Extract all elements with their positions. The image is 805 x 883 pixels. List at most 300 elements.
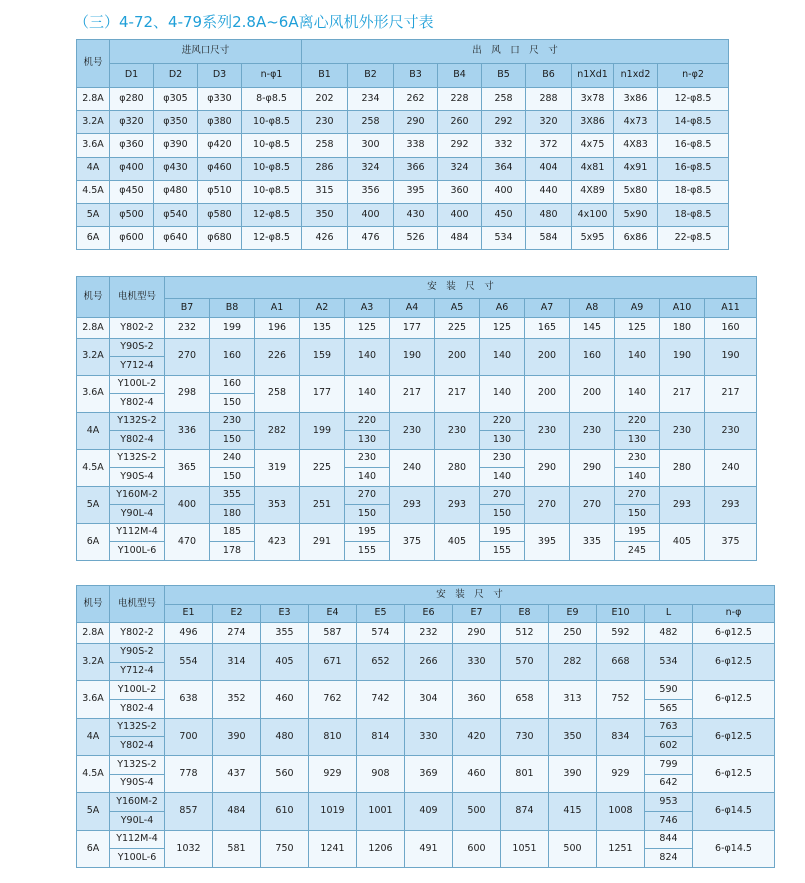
value-cell: 6-φ12.5 (693, 755, 775, 792)
motor-model-cell: Y802-2 (110, 623, 165, 644)
machine-no-cell: 4.5A (77, 449, 110, 486)
value-cell: 350 (549, 718, 597, 755)
value-cell: 140 (615, 338, 660, 375)
value-cell: 638 (165, 681, 213, 718)
value-cell: 4x75 (572, 134, 614, 157)
value-cell: 258 (482, 88, 526, 111)
value-cell: 195 (615, 523, 660, 542)
fan-inlet-outlet-table (76, 39, 729, 250)
table-row (77, 449, 757, 468)
column-header: E10 (597, 604, 645, 623)
value-cell: 160 (705, 318, 757, 338)
value-cell: 230 (615, 449, 660, 468)
value-cell: 423 (255, 523, 300, 560)
value-cell: 512 (501, 623, 549, 644)
value-cell: φ430 (154, 157, 198, 180)
value-cell: 1032 (165, 830, 213, 867)
value-cell: 140 (345, 338, 390, 375)
machine-no-cell: 3.2A (77, 643, 110, 680)
value-cell: 258 (255, 375, 300, 412)
value-cell: 130 (615, 431, 660, 450)
table-row (77, 338, 757, 357)
column-header: B5 (482, 64, 526, 88)
value-cell: 1019 (309, 793, 357, 830)
machine-no-cell: 2.8A (77, 623, 110, 644)
machine-no-cell: 4A (77, 157, 110, 180)
header-machine-no: 机号 (77, 40, 110, 88)
value-cell: 155 (480, 542, 525, 561)
value-cell: 270 (165, 338, 210, 375)
motor-model-cell: Y90S-4 (110, 468, 165, 487)
column-header: n-φ2 (658, 64, 729, 88)
value-cell: 290 (570, 449, 615, 486)
value-cell: 6-φ12.5 (693, 718, 775, 755)
value-cell: 658 (501, 681, 549, 718)
header-install-dimensions: 安 装 尺 寸 (165, 277, 757, 299)
column-header: A7 (525, 298, 570, 318)
value-cell: φ390 (154, 134, 198, 157)
value-cell: 3X86 (572, 111, 614, 134)
column-header: D3 (198, 64, 242, 88)
value-cell: 5x80 (614, 180, 658, 203)
value-cell: 395 (525, 523, 570, 560)
value-cell: 230 (210, 412, 255, 431)
column-header: B2 (348, 64, 394, 88)
value-cell: 652 (357, 643, 405, 680)
table-row (77, 755, 775, 774)
value-cell: 5x90 (614, 203, 658, 226)
value-cell: 390 (549, 755, 597, 792)
value-cell: 230 (435, 412, 480, 449)
value-cell: 338 (394, 134, 438, 157)
value-cell: 270 (345, 486, 390, 505)
value-cell: 217 (660, 375, 705, 412)
motor-model-cell: Y132S-2 (110, 755, 165, 774)
value-cell: φ510 (198, 180, 242, 203)
header-inlet-dimensions: 进风口尺寸 (110, 40, 302, 64)
table-row (77, 412, 757, 431)
value-cell: 150 (615, 505, 660, 524)
value-cell: 232 (405, 623, 453, 644)
value-cell: 6-φ12.5 (693, 643, 775, 680)
value-cell: 587 (309, 623, 357, 644)
value-cell: 420 (453, 718, 501, 755)
value-cell: 570 (501, 643, 549, 680)
column-header: E2 (213, 604, 261, 623)
value-cell: 496 (165, 623, 213, 644)
value-cell: 282 (549, 643, 597, 680)
value-cell: 240 (390, 449, 435, 486)
value-cell: 400 (438, 203, 482, 226)
motor-model-cell: Y100L-6 (110, 849, 165, 868)
machine-no-cell: 3.6A (77, 681, 110, 718)
value-cell: 480 (261, 718, 309, 755)
value-cell: 10-φ8.5 (242, 134, 302, 157)
table-row (77, 88, 729, 111)
machine-no-cell: 4A (77, 718, 110, 755)
value-cell: 600 (453, 830, 501, 867)
value-cell: 763 (645, 718, 693, 737)
column-header: D2 (154, 64, 198, 88)
motor-model-cell: Y160M-2 (110, 793, 165, 812)
value-cell: 610 (261, 793, 309, 830)
motor-model-cell: Y802-4 (110, 431, 165, 450)
value-cell: 574 (357, 623, 405, 644)
value-cell: 315 (302, 180, 348, 203)
value-cell: 262 (394, 88, 438, 111)
value-cell: 437 (213, 755, 261, 792)
motor-model-cell: Y160M-2 (110, 486, 165, 505)
value-cell: 581 (213, 830, 261, 867)
motor-model-cell: Y802-4 (110, 699, 165, 718)
value-cell: 500 (453, 793, 501, 830)
value-cell: 180 (210, 505, 255, 524)
value-cell: 298 (165, 375, 210, 412)
value-cell: φ380 (198, 111, 242, 134)
value-cell: 799 (645, 755, 693, 774)
column-header: E1 (165, 604, 213, 623)
value-cell: φ400 (110, 157, 154, 180)
value-cell: 225 (435, 318, 480, 338)
value-cell: 228 (438, 88, 482, 111)
value-cell: 240 (705, 449, 757, 486)
value-cell: 155 (345, 542, 390, 561)
value-cell: 160 (570, 338, 615, 375)
value-cell: 405 (660, 523, 705, 560)
value-cell: 293 (435, 486, 480, 523)
value-cell: 778 (165, 755, 213, 792)
value-cell: 177 (300, 375, 345, 412)
column-header: A11 (705, 298, 757, 318)
value-cell: 150 (210, 394, 255, 413)
value-cell: 145 (570, 318, 615, 338)
value-cell: 602 (645, 737, 693, 756)
value-cell: 270 (570, 486, 615, 523)
value-cell: 6-φ14.5 (693, 830, 775, 867)
machine-no-cell: 3.6A (77, 375, 110, 412)
value-cell: 10-φ8.5 (242, 180, 302, 203)
value-cell: φ580 (198, 203, 242, 226)
column-header: L (645, 604, 693, 623)
value-cell: 6-φ12.5 (693, 681, 775, 718)
value-cell: 10-φ8.5 (242, 111, 302, 134)
value-cell: 324 (438, 157, 482, 180)
value-cell: 730 (501, 718, 549, 755)
motor-model-cell: Y132S-2 (110, 449, 165, 468)
table-row (77, 111, 729, 134)
column-header: E3 (261, 604, 309, 623)
value-cell: 202 (302, 88, 348, 111)
value-cell: 290 (394, 111, 438, 134)
value-cell: 762 (309, 681, 357, 718)
value-cell: 5x95 (572, 226, 614, 249)
value-cell: 230 (660, 412, 705, 449)
value-cell: 125 (345, 318, 390, 338)
value-cell: 1241 (309, 830, 357, 867)
value-cell: 353 (255, 486, 300, 523)
value-cell: 199 (210, 318, 255, 338)
value-cell: 440 (526, 180, 572, 203)
machine-no-cell: 6A (77, 523, 110, 560)
value-cell: 160 (210, 375, 255, 394)
value-cell: 190 (705, 338, 757, 375)
value-cell: 196 (255, 318, 300, 338)
value-cell: 584 (526, 226, 572, 249)
motor-model-cell: Y112M-4 (110, 523, 165, 542)
value-cell: 332 (482, 134, 526, 157)
value-cell: 14-φ8.5 (658, 111, 729, 134)
value-cell: 1251 (597, 830, 645, 867)
motor-model-cell: Y90S-2 (110, 643, 165, 662)
value-cell: 286 (302, 157, 348, 180)
header-motor-model: 电机型号 (110, 586, 165, 623)
value-cell: 200 (525, 338, 570, 375)
value-cell: 245 (615, 542, 660, 561)
value-cell: 291 (300, 523, 345, 560)
value-cell: 200 (570, 375, 615, 412)
value-cell: 232 (165, 318, 210, 338)
table-row (77, 226, 729, 249)
value-cell: 18-φ8.5 (658, 203, 729, 226)
value-cell: 400 (482, 180, 526, 203)
value-cell: 159 (300, 338, 345, 375)
value-cell: 280 (435, 449, 480, 486)
value-cell: 282 (255, 412, 300, 449)
value-cell: 226 (255, 338, 300, 375)
value-cell: 200 (525, 375, 570, 412)
value-cell: 320 (526, 111, 572, 134)
value-cell: φ460 (198, 157, 242, 180)
value-cell: 953 (645, 793, 693, 812)
machine-no-cell: 2.8A (77, 88, 110, 111)
value-cell: 12-φ8.5 (242, 226, 302, 249)
value-cell: 313 (549, 681, 597, 718)
machine-no-cell: 4A (77, 412, 110, 449)
value-cell: 230 (570, 412, 615, 449)
value-cell: 10-φ8.5 (242, 157, 302, 180)
value-cell: 293 (660, 486, 705, 523)
table-row (77, 681, 775, 700)
value-cell: 217 (390, 375, 435, 412)
column-header: A4 (390, 298, 435, 318)
column-header: A5 (435, 298, 480, 318)
value-cell: 288 (526, 88, 572, 111)
value-cell: 395 (394, 180, 438, 203)
table-row (77, 157, 729, 180)
value-cell: 217 (705, 375, 757, 412)
column-header: B3 (394, 64, 438, 88)
value-cell: 199 (300, 412, 345, 449)
value-cell: 125 (480, 318, 525, 338)
value-cell: 476 (348, 226, 394, 249)
value-cell: φ540 (154, 203, 198, 226)
value-cell: 592 (597, 623, 645, 644)
value-cell: 335 (570, 523, 615, 560)
page-title: （三）4-72、4-79系列2.8A~6A离心风机外形尺寸表 (74, 13, 434, 31)
value-cell: φ330 (198, 88, 242, 111)
machine-no-cell: 4.5A (77, 755, 110, 792)
table-row (77, 643, 775, 662)
value-cell: 290 (525, 449, 570, 486)
install-dimensions-table-a (76, 276, 757, 561)
value-cell: 3x78 (572, 88, 614, 111)
value-cell: 16-φ8.5 (658, 157, 729, 180)
value-cell: 230 (705, 412, 757, 449)
value-cell: 258 (302, 134, 348, 157)
value-cell: 824 (645, 849, 693, 868)
value-cell: 405 (261, 643, 309, 680)
value-cell: 350 (302, 203, 348, 226)
value-cell: 6x86 (614, 226, 658, 249)
column-header: A1 (255, 298, 300, 318)
value-cell: 365 (165, 449, 210, 486)
machine-no-cell: 2.8A (77, 318, 110, 338)
value-cell: 460 (261, 681, 309, 718)
header-install-dimensions: 安 装 尺 寸 (165, 586, 775, 605)
value-cell: 450 (482, 203, 526, 226)
value-cell: 3x86 (614, 88, 658, 111)
value-cell: 178 (210, 542, 255, 561)
value-cell: 230 (390, 412, 435, 449)
value-cell: φ320 (110, 111, 154, 134)
value-cell: 470 (165, 523, 210, 560)
motor-model-cell: Y132S-2 (110, 718, 165, 737)
value-cell: 400 (348, 203, 394, 226)
value-cell: 250 (549, 623, 597, 644)
value-cell: 140 (615, 468, 660, 487)
value-cell: 415 (549, 793, 597, 830)
install-dimensions-table-e (76, 585, 775, 868)
value-cell: 230 (525, 412, 570, 449)
value-cell: 908 (357, 755, 405, 792)
value-cell: 482 (645, 623, 693, 644)
value-cell: 801 (501, 755, 549, 792)
value-cell: 140 (345, 468, 390, 487)
value-cell: 195 (345, 523, 390, 542)
value-cell: 217 (435, 375, 480, 412)
value-cell: 834 (597, 718, 645, 755)
value-cell: 390 (213, 718, 261, 755)
value-cell: 554 (165, 643, 213, 680)
value-cell: 314 (213, 643, 261, 680)
value-cell: 369 (405, 755, 453, 792)
column-header: A10 (660, 298, 705, 318)
value-cell: 300 (348, 134, 394, 157)
value-cell: 140 (480, 375, 525, 412)
value-cell: 125 (615, 318, 660, 338)
value-cell: 220 (345, 412, 390, 431)
motor-model-cell: Y712-4 (110, 662, 165, 681)
column-header: E6 (405, 604, 453, 623)
value-cell: φ500 (110, 203, 154, 226)
value-cell: 258 (348, 111, 394, 134)
column-header: n1Xd1 (572, 64, 614, 88)
value-cell: 355 (210, 486, 255, 505)
column-header: B4 (438, 64, 482, 88)
value-cell: 460 (453, 755, 501, 792)
column-header: A8 (570, 298, 615, 318)
value-cell: 355 (261, 623, 309, 644)
column-header: E9 (549, 604, 597, 623)
machine-no-cell: 3.6A (77, 134, 110, 157)
value-cell: φ640 (154, 226, 198, 249)
value-cell: 375 (705, 523, 757, 560)
value-cell: 814 (357, 718, 405, 755)
value-cell: 366 (394, 157, 438, 180)
column-header: B1 (302, 64, 348, 88)
value-cell: 405 (435, 523, 480, 560)
column-header: n-φ1 (242, 64, 302, 88)
value-cell: 746 (645, 811, 693, 830)
motor-model-cell: Y132S-2 (110, 412, 165, 431)
value-cell: 671 (309, 643, 357, 680)
value-cell: 4x91 (614, 157, 658, 180)
machine-no-cell: 6A (77, 830, 110, 867)
value-cell: 668 (597, 643, 645, 680)
value-cell: 857 (165, 793, 213, 830)
value-cell: 1001 (357, 793, 405, 830)
value-cell: 290 (453, 623, 501, 644)
value-cell: 251 (300, 486, 345, 523)
value-cell: 185 (210, 523, 255, 542)
column-header: E7 (453, 604, 501, 623)
motor-model-cell: Y112M-4 (110, 830, 165, 849)
value-cell: 240 (210, 449, 255, 468)
value-cell: 292 (438, 134, 482, 157)
value-cell: 270 (480, 486, 525, 505)
value-cell: 195 (480, 523, 525, 542)
column-header: A3 (345, 298, 390, 318)
value-cell: 352 (213, 681, 261, 718)
value-cell: φ280 (110, 88, 154, 111)
value-cell: 929 (597, 755, 645, 792)
header-machine-no: 机号 (77, 277, 110, 318)
motor-model-cell: Y90L-4 (110, 505, 165, 524)
column-header: n1xd2 (614, 64, 658, 88)
value-cell: 752 (597, 681, 645, 718)
value-cell: 336 (165, 412, 210, 449)
value-cell: 160 (210, 338, 255, 375)
value-cell: 480 (526, 203, 572, 226)
value-cell: 150 (210, 468, 255, 487)
motor-model-cell: Y100L-6 (110, 542, 165, 561)
value-cell: 742 (357, 681, 405, 718)
motor-model-cell: Y90S-4 (110, 774, 165, 793)
machine-no-cell: 6A (77, 226, 110, 249)
motor-model-cell: Y802-4 (110, 394, 165, 413)
value-cell: 150 (345, 505, 390, 524)
value-cell: 565 (645, 699, 693, 718)
value-cell: 484 (213, 793, 261, 830)
value-cell: 230 (345, 449, 390, 468)
value-cell: 1008 (597, 793, 645, 830)
value-cell: 810 (309, 718, 357, 755)
value-cell: 324 (348, 157, 394, 180)
value-cell: 526 (394, 226, 438, 249)
value-cell: 225 (300, 449, 345, 486)
value-cell: 266 (405, 643, 453, 680)
value-cell: 642 (645, 774, 693, 793)
value-cell: φ305 (154, 88, 198, 111)
value-cell: 12-φ8.5 (242, 203, 302, 226)
header-motor-model: 电机型号 (110, 277, 165, 318)
value-cell: 400 (165, 486, 210, 523)
value-cell: 330 (453, 643, 501, 680)
value-cell: 220 (480, 412, 525, 431)
value-cell: 234 (348, 88, 394, 111)
table-row (77, 793, 775, 812)
value-cell: 4x81 (572, 157, 614, 180)
